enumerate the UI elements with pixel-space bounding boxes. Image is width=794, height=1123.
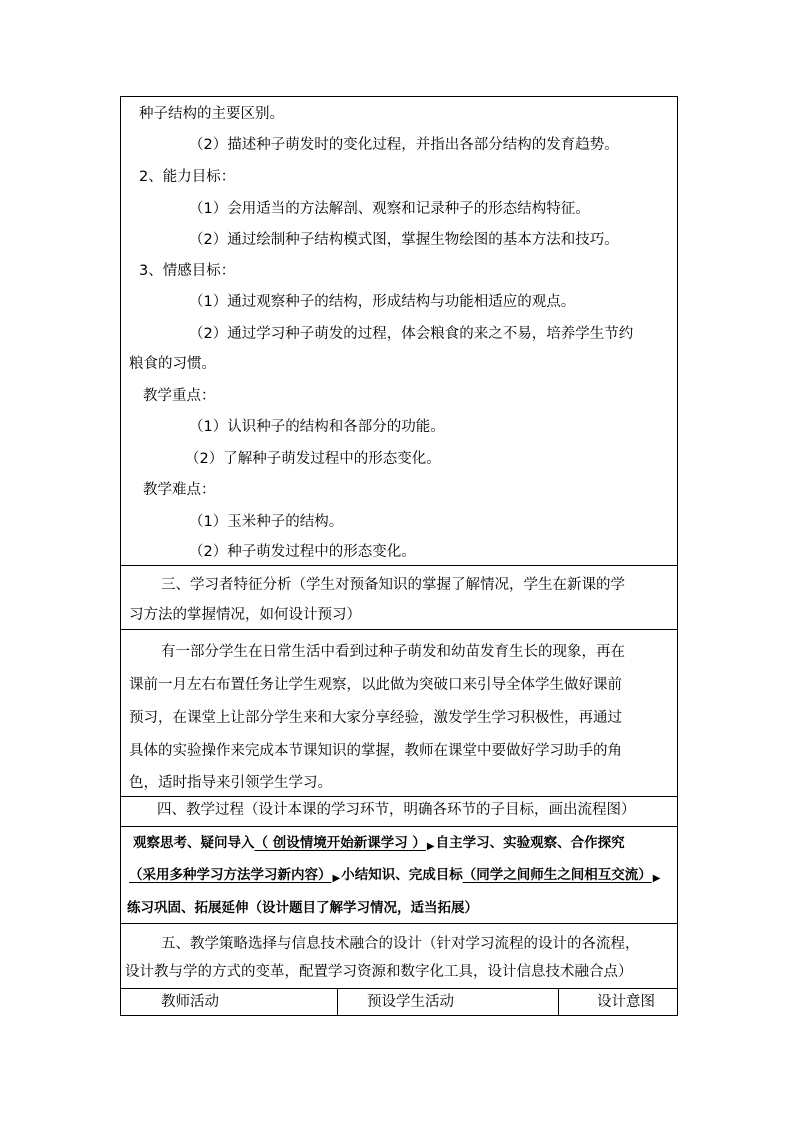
flow-step: 自主学习、实验观察、合作探究 <box>435 835 625 851</box>
objective-line: 粮食的习惯。 <box>129 356 216 372</box>
learner-analysis-body: 具体的实验操作来完成本节课知识的掌握，教师在课堂中要做好学习助手的角 <box>129 743 622 759</box>
row-divider <box>121 923 677 924</box>
learner-analysis-body: 课前一月左右布置任务让学生观察，以此做为突破口来引导全体学生做好课前 <box>129 677 622 693</box>
key-points-heading: 教学重点： <box>143 388 216 404</box>
column-header-student-activity: 预设学生活动 <box>367 994 454 1010</box>
flow-note: （设计题目了解学习情况，适当拓展） <box>248 900 478 916</box>
row-divider <box>121 826 677 827</box>
flow-step: 小结知识、完成目标 <box>341 867 463 883</box>
row-divider <box>121 796 677 797</box>
row-divider <box>121 565 677 566</box>
column-header-teacher-activity: 教师活动 <box>161 994 219 1010</box>
key-point-line: （2）了解种子萌发过程中的形态变化。 <box>185 451 441 467</box>
row-divider <box>121 988 677 989</box>
row-divider <box>121 629 677 630</box>
flow-step: 观察思考、疑问导入 <box>133 835 255 851</box>
column-header-design-intent: 设计意图 <box>597 994 655 1010</box>
flow-note: （同学之间师生之间相互交流） <box>462 867 652 883</box>
lesson-plan-table <box>120 96 678 1016</box>
flow-note: （采用多种学习方法学习新内容） <box>129 867 332 883</box>
teaching-process-heading: 四、教学过程（设计本课的学习环节，明确各环节的子目标，画出流程图） <box>157 802 636 818</box>
flow-step: 练习巩固、拓展延伸 <box>127 900 249 916</box>
flow-line-2 <box>129 865 661 889</box>
strategy-heading: 设计教与学的方式的变革，配置学习资源和数字化工具，设计信息技术融合点） <box>125 964 633 980</box>
objective-subheading: 3、情感目标： <box>139 263 236 279</box>
flow-arrow-icon: ▶ <box>652 873 661 884</box>
difficult-point-line: （2）种子萌发过程中的形态变化。 <box>189 544 416 560</box>
strategy-heading: 五、教学策略选择与信息技术融合的设计（针对学习流程的设计的各流程， <box>161 936 640 952</box>
objective-line: （1）会用适当的方法解剖、观察和记录种子的形态结构特征。 <box>189 201 590 217</box>
flow-arrow-icon: ▶ <box>426 841 435 852</box>
learner-analysis-body: 色，适时指导来引领学生学习。 <box>129 775 332 791</box>
difficult-points-heading: 教学难点： <box>143 482 216 498</box>
objective-line: （1）通过观察种子的结构，形成结构与功能相适应的观点。 <box>189 294 576 310</box>
flow-note: （ 创设情境开始新课学习 ） <box>254 835 426 851</box>
objective-line: （2）通过绘制种子结构模式图，掌握生物绘图的基本方法和技巧。 <box>189 232 619 248</box>
flow-arrow-icon: ▶ <box>332 873 341 884</box>
difficult-point-line: （1）玉米种子的结构。 <box>189 514 344 530</box>
flow-line-3 <box>127 898 478 918</box>
objective-line: （2）通过学习种子萌发的过程，体会粮食的来之不易，培养学生节约 <box>189 326 634 342</box>
learner-analysis-heading: 三、学习者特征分析（学生对预备知识的掌握了解情况，学生在新课的学 <box>161 577 625 593</box>
flow-line-1 <box>133 833 625 857</box>
column-divider <box>558 988 559 1016</box>
column-divider <box>337 988 338 1016</box>
key-point-line: （1）认识种子的结构和各部分的功能。 <box>189 419 445 435</box>
learner-analysis-body: 有一部分学生在日常生活中看到过种子萌发和幼苗发育生长的现象，再在 <box>161 644 625 660</box>
learner-analysis-heading: 习方法的掌握情况，如何设计预习） <box>129 607 361 623</box>
objective-line: 种子结构的主要区别。 <box>139 106 284 122</box>
learner-analysis-body: 预习，在课堂上让部分学生来和大家分享经验，激发学生学习积极性，再通过 <box>129 710 622 726</box>
objective-line: （2）描述种子萌发时的变化过程，并指出各部分结构的发育趋势。 <box>189 137 619 153</box>
objective-subheading: 2、能力目标： <box>139 169 236 185</box>
